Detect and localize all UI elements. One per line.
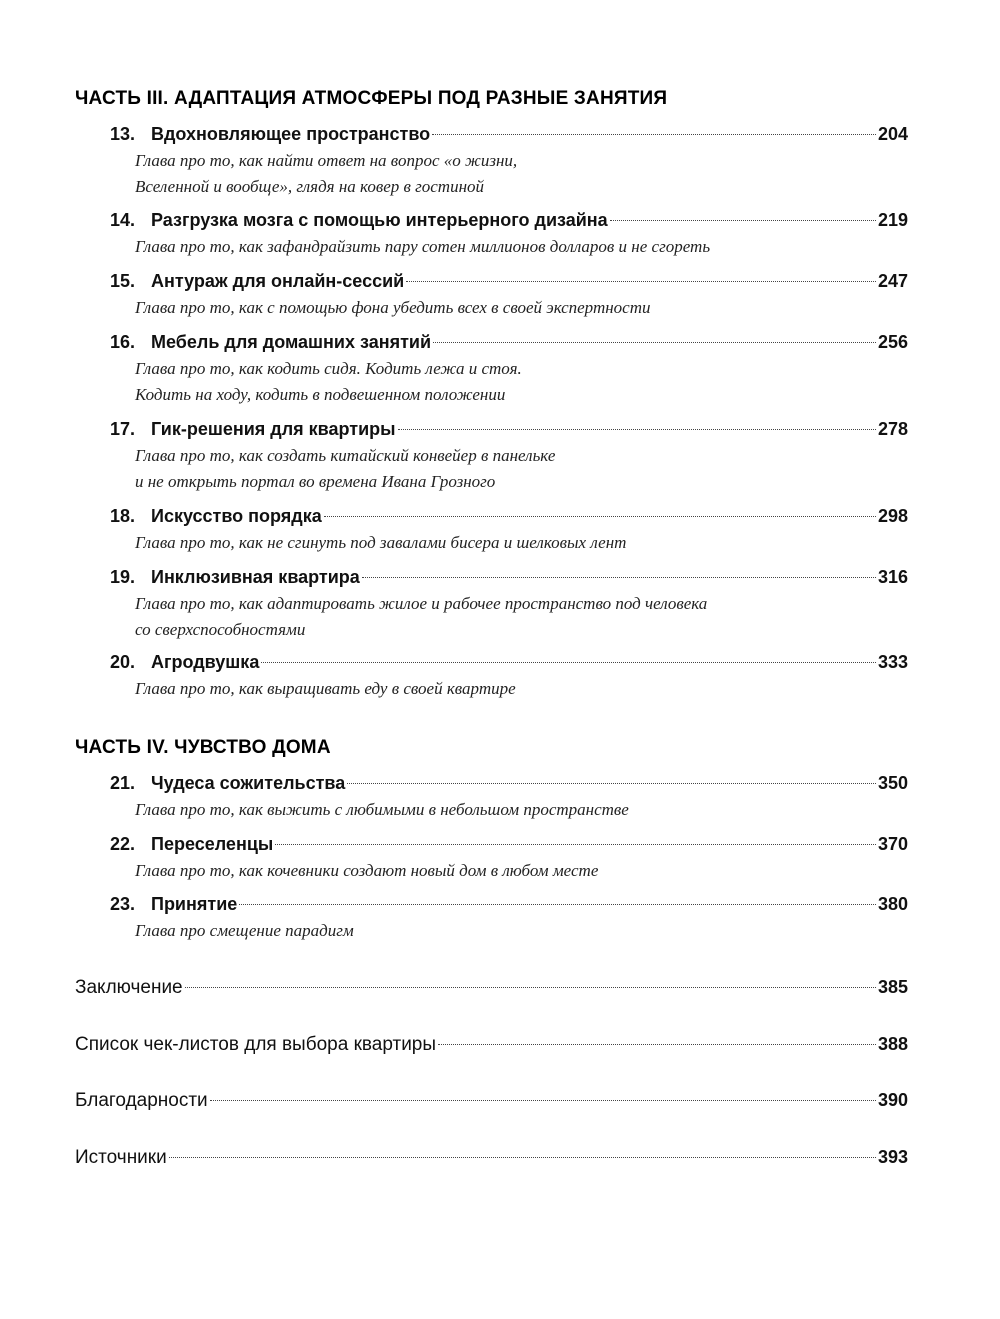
chapter-number: 17. [109, 419, 135, 439]
chapter-number: 19. [109, 567, 135, 587]
chapter-description: Глава про то, как адаптировать жилое и рабочее пространство под человека со сверхспособностями [135, 594, 708, 639]
chapter-title: Вдохновляющее пространство [151, 124, 431, 144]
toc-entry-conclusion[interactable] [75, 972, 908, 1002]
chapter-title: Чудеса сожительства [151, 773, 346, 793]
chapter-number: 20. [109, 652, 135, 672]
chapter-description: Глава про то, как кочевники создают новый дом в любом месте [135, 861, 599, 880]
chapter-title: Гик-решения для квартиры [151, 419, 396, 439]
toc-entry-checklists[interactable] [75, 1029, 908, 1059]
chapter-description: Глава про то, как выращивать еду в своей квартире [135, 679, 516, 698]
chapter-title: Разгрузка мозга с помощью интерьерного дизайна [151, 210, 608, 230]
toc-entry[interactable] [75, 206, 908, 260]
page-number: 278 [877, 419, 908, 439]
chapter-title: Мебель для домашних занятий [151, 332, 432, 352]
chapter-title: Агродвушка [151, 652, 260, 672]
page-number: 256 [877, 332, 908, 352]
dot-leader [169, 1157, 876, 1158]
dot-leader [433, 342, 876, 343]
page-number: 380 [877, 894, 908, 914]
chapter-title: Искусство порядка [151, 506, 322, 526]
toc-entry[interactable] [75, 120, 908, 200]
chapter-title: Инклюзивная квартира [151, 567, 360, 587]
chapter-number: 23. [109, 894, 135, 914]
toc-entry-acknowledgements[interactable] [75, 1085, 908, 1115]
chapter-description: Глава про то, как не сгинуть под завалами бисера и шелковых лент [135, 533, 627, 552]
entry-title: Благодарности [75, 1090, 208, 1111]
dot-leader [438, 1044, 876, 1045]
dot-leader [362, 577, 876, 578]
chapter-description: Глава про то, как выжить с любимыми в небольшом пространстве [135, 800, 629, 819]
page-number: 390 [877, 1090, 908, 1110]
dot-leader [261, 662, 876, 663]
chapter-number: 13. [109, 124, 135, 144]
dot-leader [275, 844, 876, 845]
part-title: ЧАСТЬ IV. ЧУВСТВО ДОМА [75, 737, 331, 758]
chapter-number: 15. [109, 271, 135, 291]
chapter-number: 14. [109, 210, 135, 230]
chapter-description: Глава про то, как создать китайский конвейер в панельке и не открыть портал во времена Ивана Грозного [135, 446, 556, 491]
page-number: 350 [877, 773, 908, 793]
dot-leader [398, 429, 876, 430]
chapter-description: Глава про смещение парадигм [135, 921, 354, 940]
page-number: 219 [877, 210, 908, 230]
chapter-description: Глава про то, как с помощью фона убедить всех в своей экспертности [135, 298, 651, 317]
page-number: 247 [877, 271, 908, 291]
toc-entry[interactable] [75, 890, 908, 944]
chapter-description: Глава про то, как найти ответ на вопрос «о жизни, Вселенной и вообще», глядя на ковер в гостиной [135, 151, 518, 196]
toc-entry[interactable] [75, 415, 908, 495]
dot-leader [324, 516, 876, 517]
chapter-description: Глава про то, как зафандрайзить пару сотен миллионов долларов и не сгореть [135, 237, 711, 256]
toc-entry[interactable] [75, 502, 908, 556]
page-number: 204 [877, 124, 908, 144]
dot-leader [406, 281, 876, 282]
toc-entry[interactable] [75, 769, 908, 823]
toc-entry[interactable] [75, 267, 908, 321]
entry-title: Заключение [75, 977, 183, 998]
page-number: 388 [877, 1034, 908, 1054]
toc-entry[interactable] [75, 648, 908, 702]
chapter-description: Глава про то, как кодить сидя. Кодить лежа и стоя. Кодить на ходу, кодить в подвешенном положении [135, 359, 522, 404]
page-number: 298 [877, 506, 908, 526]
chapter-number: 18. [109, 506, 135, 526]
page-number: 333 [877, 652, 908, 672]
toc-entry[interactable] [75, 830, 908, 884]
chapter-title: Антураж для онлайн-сессий [151, 271, 405, 291]
chapter-title: Принятие [151, 894, 238, 914]
chapter-title: Переселенцы [151, 834, 274, 854]
dot-leader [185, 987, 876, 988]
dot-leader [610, 220, 876, 221]
dot-leader [239, 904, 876, 905]
chapter-number: 21. [109, 773, 135, 793]
dot-leader [347, 783, 876, 784]
page-number: 370 [877, 834, 908, 854]
toc-entry[interactable] [75, 563, 908, 643]
page-number: 316 [877, 567, 908, 587]
dot-leader [432, 134, 876, 135]
chapter-number: 22. [109, 834, 135, 854]
dot-leader [210, 1100, 876, 1101]
part-title: ЧАСТЬ III. АДАПТАЦИЯ АТМОСФЕРЫ ПОД РАЗНЫЕ ЗАНЯТИЯ [75, 88, 668, 109]
toc-entry-sources[interactable] [75, 1142, 908, 1172]
entry-title: Источники [75, 1147, 167, 1168]
entry-title: Список чек-листов для выбора квартиры [75, 1034, 437, 1055]
page-number: 393 [877, 1147, 908, 1167]
toc-entry[interactable] [75, 328, 908, 408]
page-number: 385 [877, 977, 908, 997]
chapter-number: 16. [109, 332, 135, 352]
